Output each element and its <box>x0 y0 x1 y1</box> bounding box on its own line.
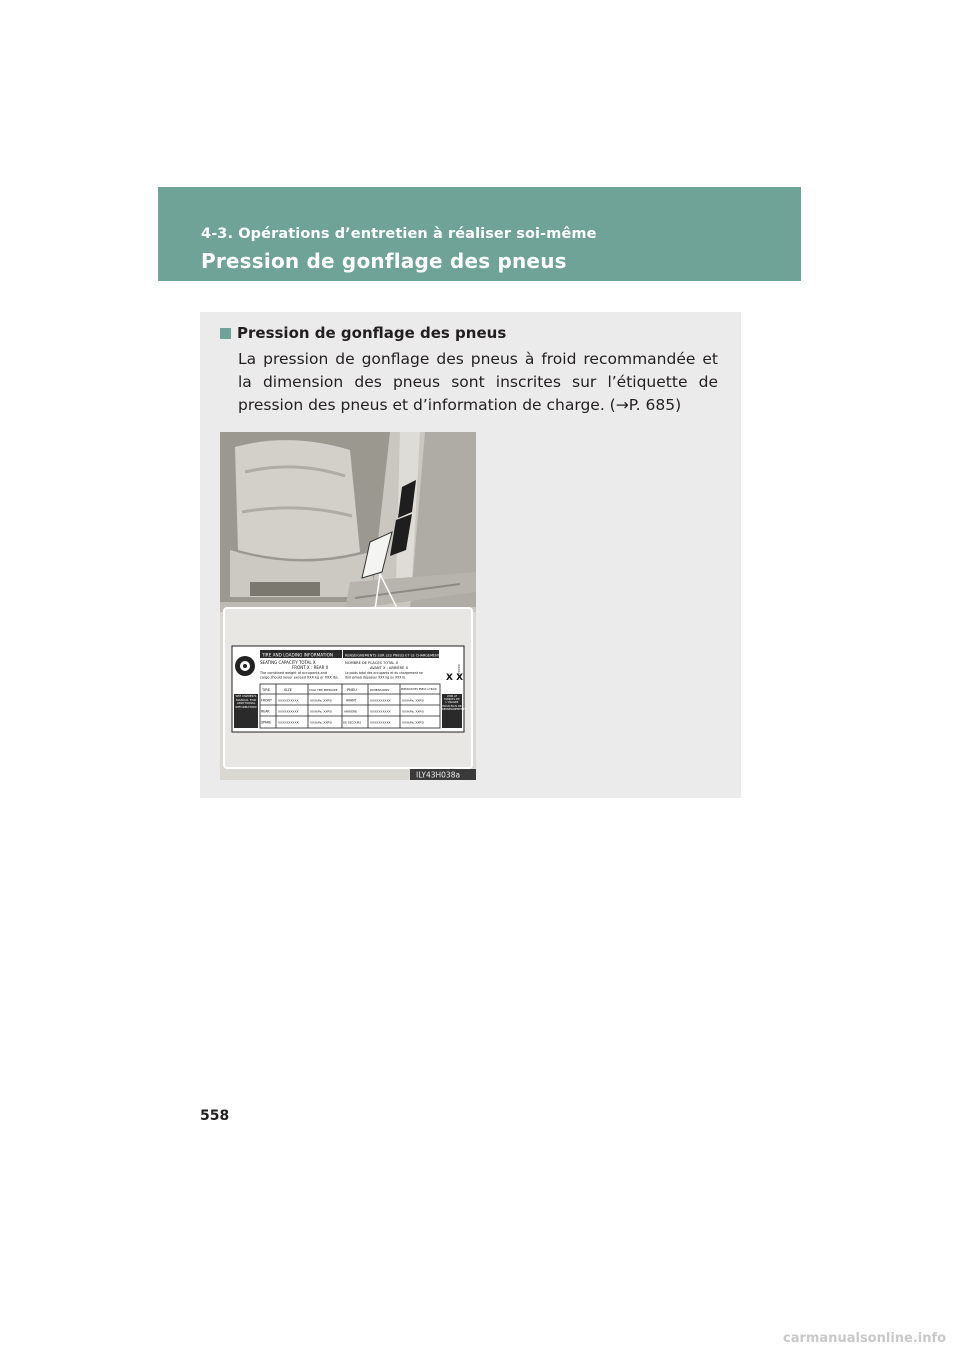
label-title-fr: RENSEIGNEMENTS SUR LES PNEUS ET LE CHARGEMENT <box>345 653 440 658</box>
col-dimensions: DIMENSIONS <box>370 688 390 692</box>
square-bullet-icon <box>220 328 231 339</box>
content-box <box>200 312 741 798</box>
front-size: XXXXXXXXXX <box>278 698 299 703</box>
col-pneu: PNEU <box>347 688 357 692</box>
front-pressure: XXXkPa, XXPSI <box>310 698 333 703</box>
body-paragraph: La pression de gonflage des pneus à froid recommandée et la dimension des pneus sont inscrites sur l’étiquette de pression des pneus et d’information de charge. (→P. 685) <box>238 350 718 414</box>
weight-note-en-2: cargo should never exceed XXX kg or XXX lbs. <box>260 675 339 680</box>
spare-size: XXXXXXXXXX <box>278 720 299 725</box>
see-manual-text: SEE OWNER'S MANUAL FOR ADDITIONAL INFORMATION <box>235 694 257 709</box>
section-label: 4-3. Opérations d’entretien à réaliser soi-même <box>201 226 597 242</box>
front-rear-fr: AVANT X : ARRIÈRE X <box>370 666 409 670</box>
subheading <box>220 324 506 342</box>
row-secours: DE SECOURS <box>343 720 362 725</box>
row-spare: SPARE <box>261 720 272 725</box>
col-pression: PRESSION DES PNEUS À FROID <box>401 688 437 691</box>
front-rear-en: FRONT X : REAR X <box>292 665 329 670</box>
spare-pressure: XXXkPa, XXPSI <box>310 720 333 725</box>
arriere-size: XXXXXXXXXX <box>370 709 391 714</box>
avant-pressure: XXXkPa, XXPSI <box>402 698 425 703</box>
side-x-marks: X X <box>446 673 464 683</box>
col-cold-pressure: COLD TIRE PRESSURE <box>309 689 338 692</box>
seat-rail <box>250 582 320 596</box>
weight-note-en-1: The combined weight of occupants and <box>260 671 327 675</box>
tire-label-illustration <box>220 432 476 780</box>
section-header-band <box>158 187 801 281</box>
rear-pressure: XXXkPa, XXPSI <box>310 709 333 714</box>
page-number: 558 <box>200 1108 230 1124</box>
col-size: SIZE <box>284 688 293 692</box>
row-rear: REAR <box>261 709 270 714</box>
secours-pressure: XXXkPa, XXPSI <box>402 720 425 725</box>
row-front: FRONT <box>261 698 272 703</box>
subheading-text: Pression de gonflage des pneus <box>237 324 507 342</box>
weight-note-fr-1: Le poids total des occupants et du chargement ne <box>345 671 423 675</box>
arriere-pressure: XXXkPa, XXPSI <box>402 709 425 714</box>
col-tire: TIRE <box>262 688 271 692</box>
rear-size: XXXXXXXXXX <box>278 709 299 714</box>
side-code: XXXXXX <box>457 664 461 677</box>
figure-code: ILY43H038a <box>416 770 461 780</box>
avant-size: XXXXXXXXXX <box>370 698 391 703</box>
seat-back <box>235 440 360 559</box>
voir-manuel-text: VOIR LE MANUEL DE L'USAGER POUR PLUS DE RENSEIGNEMENTS <box>442 695 467 711</box>
footer-watermark: carmanualsonline.info <box>783 1331 947 1346</box>
row-arriere: ARRIÈRE <box>344 709 357 714</box>
secours-size: XXXXXXXXXX <box>370 720 391 725</box>
row-avant: AVANT <box>346 698 357 703</box>
label-title-en: TIRE AND LOADING INFORMATION <box>262 652 334 658</box>
seating-capacity-en: SEATING CAPACITY TOTAL X <box>260 660 316 665</box>
illustration-svg <box>220 432 476 780</box>
weight-note-fr-2: doit jamais dépasser XXX kg ou XXX lb. <box>345 675 407 680</box>
seating-capacity-fr: NOMBRE DE PLACES TOTAL X <box>345 661 399 665</box>
page-title: Pression de gonflage des pneus <box>201 249 567 273</box>
